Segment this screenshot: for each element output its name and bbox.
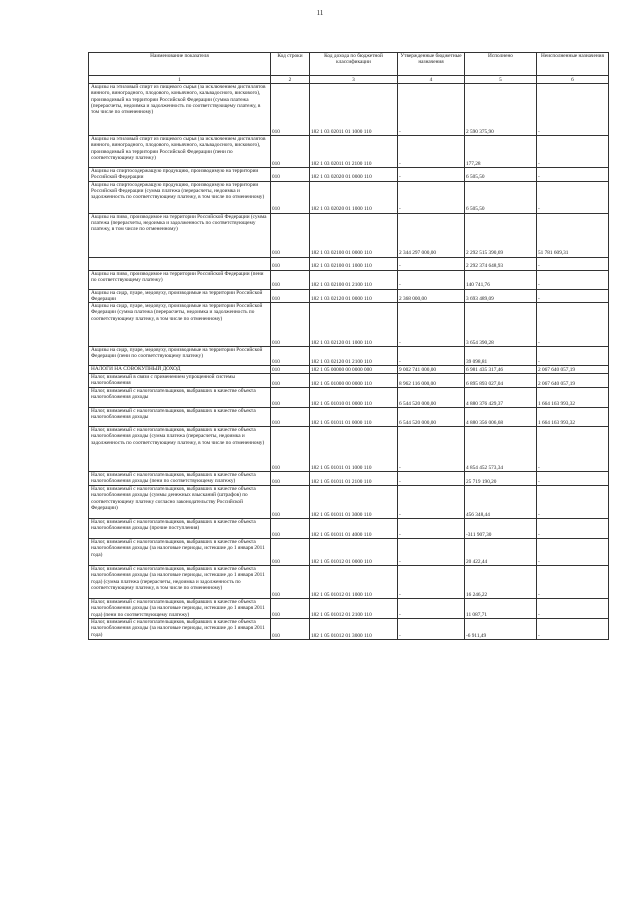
row-executed: 177,28: [465, 136, 537, 168]
column-number: 3: [310, 76, 398, 84]
row-executed: 25 719 190,20: [465, 472, 537, 486]
row-line-code: 010: [271, 427, 310, 472]
row-unexecuted: -: [537, 270, 609, 289]
row-unexecuted: -: [537, 84, 609, 136]
row-income-code: 182 1 05 01011 01 2100 110: [310, 472, 398, 486]
row-approved: -: [398, 486, 465, 519]
row-line-code: 010: [271, 181, 310, 213]
header-executed: Исполнено: [465, 53, 537, 76]
row-approved: -: [398, 136, 465, 168]
row-unexecuted: 2 067 640 057,19: [537, 366, 609, 374]
row-unexecuted: -: [537, 599, 609, 619]
row-executed: -6 911,49: [465, 619, 537, 640]
row-line-code: 010: [271, 84, 310, 136]
row-unexecuted: 1 664 163 993,32: [537, 408, 609, 427]
row-approved: -: [398, 347, 465, 366]
row-name: Акцизы на пиво, производимое на территории Российской Федерации (сумма платежа (перерасчеты, недоимка и задолженность по соответствующему платежу, в том числе по отмененному): [89, 213, 271, 257]
row-executed: 4 854 452 573,34: [465, 427, 537, 472]
row-name: Налог, взимаемый с налогоплательщиков, выбравших в качестве объекта налогообложения доходы (сумма платежа (перерасчеты, недоимка и задолженность по соответствующему платежу, в том числе по отмененному): [89, 427, 271, 472]
row-approved: -: [398, 84, 465, 136]
row-approved: 2 368 000,00: [398, 289, 465, 303]
row-unexecuted: 2 067 640 057,19: [537, 374, 609, 388]
row-income-code: 182 1 05 01000 00 0000 110: [310, 374, 398, 388]
row-executed: 11 087,71: [465, 599, 537, 619]
row-unexecuted: -: [537, 136, 609, 168]
header-income-code: Код дохода по бюджетной классификации: [310, 53, 398, 76]
header-unexecuted: Неисполненные назначения: [537, 53, 609, 76]
row-income-code: 182 1 03 02100 01 2100 110: [310, 270, 398, 289]
row-name: Налог, взимаемый с налогоплательщиков, выбравших в качестве объекта налогообложения доходы (за налоговые периоды, истекшие до 1 января 2011 года): [89, 619, 271, 640]
row-line-code: 010: [271, 257, 310, 270]
row-income-code: 182 1 05 01012 01 0000 110: [310, 539, 398, 566]
table-row: [89, 408, 609, 427]
row-name: Акцизы на сидр, пуаре, медовуху, производимые на территории Российской Федерации (пени по соответствующему платежу): [89, 347, 271, 366]
row-name: Налог, взимаемый в связи с применением упрощенной системы налогообложения: [89, 374, 271, 388]
row-unexecuted: -: [537, 619, 609, 640]
row-name: Акцизы на этиловый спирт из пищевого сырья (за исключением дистиллятов винного, виноградного, плодового, коньячного, кальвадосного, вискового), производимый на территории Российской Федерации (пени по соответствующему платежу): [89, 136, 271, 168]
table-row: [89, 472, 609, 486]
row-executed: 20 422,44: [465, 539, 537, 566]
row-executed: 6 895 893 027,04: [465, 374, 537, 388]
row-name: Акцизы на сидр, пуаре, медовуху, производимые на территории Российской Федерации (сумма платежа (перерасчеты, недоимка и задолженность по соответствующему платежу, в том числе по отмененному): [89, 303, 271, 347]
row-income-code: 182 1 05 01011 01 3000 110: [310, 486, 398, 519]
table-row: [89, 539, 609, 566]
column-number: 6: [537, 76, 609, 84]
row-executed: 2 292 374 648,93: [465, 257, 537, 270]
table-row: [89, 366, 609, 374]
row-line-code: 010: [271, 289, 310, 303]
row-name: Акцизы на спиртосодержащую продукцию, производимую на территории Российской Федерации: [89, 168, 271, 182]
row-unexecuted: -: [537, 566, 609, 599]
header-row: [89, 53, 609, 76]
row-executed: 4 880 376 429,37: [465, 388, 537, 408]
table-row: [89, 213, 609, 257]
row-executed: 140 741,76: [465, 270, 537, 289]
row-unexecuted: -: [537, 519, 609, 539]
row-approved: -: [398, 427, 465, 472]
row-income-code: 182 1 03 02011 01 1000 110: [310, 84, 398, 136]
row-line-code: 010: [271, 347, 310, 366]
table-row: [89, 427, 609, 472]
row-line-code: 010: [271, 486, 310, 519]
row-line-code: 010: [271, 168, 310, 182]
row-name: Налог, взимаемый с налогоплательщиков, выбравших в качестве объекта налогообложения доходы (за налоговые периоды, истекшие до 1 января 2011 года): [89, 539, 271, 566]
row-unexecuted: -: [537, 257, 609, 270]
row-line-code: 010: [271, 270, 310, 289]
row-approved: -: [398, 472, 465, 486]
row-income-code: 182 1 03 02120 01 1000 110: [310, 303, 398, 347]
row-executed: 3 654 390,28: [465, 303, 537, 347]
row-income-code: 182 1 05 00000 00 0000 000: [310, 366, 398, 374]
table-row: [89, 374, 609, 388]
header-name: Наименование показателя: [89, 53, 271, 76]
table-row: [89, 347, 609, 366]
row-income-code: 182 1 05 01011 01 1000 110: [310, 427, 398, 472]
row-approved: -: [398, 168, 465, 182]
table-row: [89, 519, 609, 539]
column-number: 2: [271, 76, 310, 84]
column-number: 5: [465, 76, 537, 84]
budget-execution-table: [88, 52, 609, 640]
table-row: [89, 257, 609, 270]
row-income-code: 182 1 03 02011 01 2100 110: [310, 136, 398, 168]
row-income-code: 182 1 03 02100 01 0000 110: [310, 213, 398, 257]
row-executed: 4 880 356 006,68: [465, 408, 537, 427]
row-approved: 2 344 297 000,00: [398, 213, 465, 257]
table-row: [89, 486, 609, 519]
table-row: [89, 303, 609, 347]
row-name: Налог, взимаемый с налогоплательщиков, выбравших в качестве объекта налогообложения доходы: [89, 408, 271, 427]
column-number-row: [89, 76, 609, 84]
row-name: Налог, взимаемый с налогоплательщиков, выбравших в качестве объекта налогообложения доходы (за налоговые периоды, истекшие до 1 января 2011 года) (сумма платежа (перерасчеты, недоимка и задолженность по соответствующему платежу, в том числе по отмененному): [89, 566, 271, 599]
row-line-code: 010: [271, 366, 310, 374]
column-number: 4: [398, 76, 465, 84]
row-approved: 6 544 520 000,00: [398, 408, 465, 427]
row-name: Акцизы на пиво, производимое на территории Российской Федерации (пени по соответствующему платежу): [89, 270, 271, 289]
row-approved: -: [398, 270, 465, 289]
table-row: [89, 566, 609, 599]
row-income-code: 182 1 03 02120 01 0000 110: [310, 289, 398, 303]
table-row: [89, 168, 609, 182]
table-row: [89, 181, 609, 213]
row-approved: -: [398, 519, 465, 539]
row-income-code: 182 1 05 01011 01 4000 110: [310, 519, 398, 539]
column-number: 1: [89, 76, 271, 84]
row-unexecuted: -: [537, 427, 609, 472]
row-executed: 6 505,50: [465, 181, 537, 213]
row-executed: 2 292 515 390,69: [465, 213, 537, 257]
table-row: [89, 289, 609, 303]
row-executed: 6 505,50: [465, 168, 537, 182]
row-executed: 16 246,22: [465, 566, 537, 599]
row-line-code: 010: [271, 599, 310, 619]
row-name: НАЛОГИ НА СОВОКУПНЫЙ ДОХОД: [89, 366, 271, 374]
table-row: [89, 619, 609, 640]
table-body: [89, 84, 609, 640]
row-executed: -311 907,30: [465, 519, 537, 539]
row-approved: -: [398, 599, 465, 619]
row-executed: 39 098,81: [465, 347, 537, 366]
row-line-code: 010: [271, 374, 310, 388]
table-row: [89, 136, 609, 168]
row-unexecuted: -: [537, 347, 609, 366]
row-approved: 9 002 741 000,00: [398, 366, 465, 374]
row-line-code: 010: [271, 472, 310, 486]
row-line-code: 010: [271, 566, 310, 599]
row-approved: -: [398, 181, 465, 213]
header-line-code: Код строки: [271, 53, 310, 76]
row-income-code: 182 1 05 01010 01 0000 110: [310, 388, 398, 408]
row-unexecuted: -: [537, 539, 609, 566]
row-executed: 6 981 435 317,46: [465, 366, 537, 374]
row-unexecuted: -: [537, 181, 609, 213]
row-line-code: 010: [271, 136, 310, 168]
row-name: Налог, взимаемый с налогоплательщиков, выбравших в качестве объекта налогообложения доходы: [89, 388, 271, 408]
row-income-code: 182 1 05 01011 01 0000 110: [310, 408, 398, 427]
row-income-code: 182 1 03 02020 01 1000 110: [310, 181, 398, 213]
row-approved: 8 962 116 000,00: [398, 374, 465, 388]
row-unexecuted: -: [537, 303, 609, 347]
row-approved: -: [398, 619, 465, 640]
row-income-code: 182 1 03 02100 01 1000 110: [310, 257, 398, 270]
table-row: [89, 84, 609, 136]
row-name: Акцизы на сидр, пуаре, медовуху, производимые на территории Российской Федерации: [89, 289, 271, 303]
row-line-code: 010: [271, 303, 310, 347]
row-line-code: 010: [271, 213, 310, 257]
row-income-code: 182 1 03 02120 01 2100 110: [310, 347, 398, 366]
row-name: Налог, взимаемый с налогоплательщиков, выбравших в качестве объекта налогообложения доходы (пени по соответствующему платежу): [89, 472, 271, 486]
row-approved: -: [398, 539, 465, 566]
row-name: [89, 257, 271, 270]
row-line-code: 010: [271, 408, 310, 427]
row-unexecuted: 51 781 609,31: [537, 213, 609, 257]
row-unexecuted: -: [537, 472, 609, 486]
row-approved: -: [398, 566, 465, 599]
row-executed: 3 693 489,09: [465, 289, 537, 303]
table-row: [89, 388, 609, 408]
row-line-code: 010: [271, 619, 310, 640]
row-line-code: 010: [271, 539, 310, 566]
row-name: Акцизы на этиловый спирт из пищевого сырья (за исключением дистиллятов винного, виноградного, плодового, коньячного, кальвадосного, вискового), производимый на территории Российской Федерации (сумма платежа (перерасчеты, недоимка и задолженность по соответствующему платежу, в том числе по отмененному): [89, 84, 271, 136]
header-approved: Утвержденные бюджетные назначения: [398, 53, 465, 76]
row-approved: 6 544 520 000,00: [398, 388, 465, 408]
row-executed: 2 590 375,90: [465, 84, 537, 136]
row-income-code: 182 1 03 02020 01 0000 110: [310, 168, 398, 182]
row-executed: 456 348,44: [465, 486, 537, 519]
table-row: [89, 599, 609, 619]
row-income-code: 182 1 05 01012 01 3000 110: [310, 619, 398, 640]
row-approved: -: [398, 303, 465, 347]
row-unexecuted: 1 664 163 993,32: [537, 388, 609, 408]
row-line-code: 010: [271, 519, 310, 539]
row-line-code: 010: [271, 388, 310, 408]
row-unexecuted: -: [537, 486, 609, 519]
table-row: [89, 270, 609, 289]
row-income-code: 182 1 05 01012 01 2100 110: [310, 599, 398, 619]
row-unexecuted: -: [537, 168, 609, 182]
row-name: Налог, взимаемый с налогоплательщиков, выбравших в качестве объекта налогообложения доходы (прочие поступления): [89, 519, 271, 539]
page-number: 11: [316, 9, 324, 17]
row-name: Налог, взимаемый с налогоплательщиков, выбравших в качестве объекта налогообложения доходы (за налоговые периоды, истекшие до 1 января 2011 года) (пени по соответствующему платежу): [89, 599, 271, 619]
row-name: Налог, взимаемый с налогоплательщиков, выбравших в качестве объекта налогообложения доходы (суммы денежных взысканий (штрафов) по соответствующему платежу согласно законодательству Российской Федерации): [89, 486, 271, 519]
row-name: Акцизы на спиртосодержащую продукцию, производимую на территории Российской Федерации (сумма платежа (перерасчеты, недоимка и задолженность по соответствующему платежу, в том числе по отмененному): [89, 181, 271, 213]
row-income-code: 182 1 05 01012 01 1000 110: [310, 566, 398, 599]
row-unexecuted: -: [537, 289, 609, 303]
row-approved: -: [398, 257, 465, 270]
